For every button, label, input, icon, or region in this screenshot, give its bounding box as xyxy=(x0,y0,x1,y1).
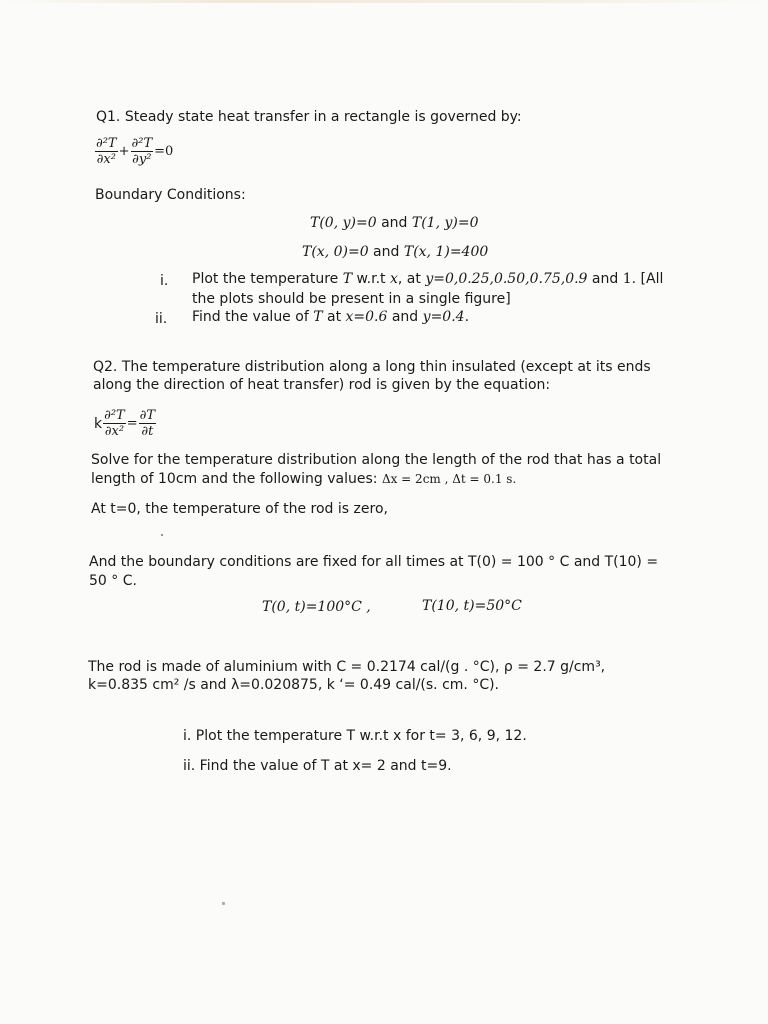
q1-i-text-b: w.r.t xyxy=(352,271,390,287)
q2-item-ii: ii. Find the value of T at x= 2 and t=9. xyxy=(183,758,452,774)
q1-bc1-and: and xyxy=(376,215,412,231)
q1-bc2-a: T(x, 0)=0 xyxy=(302,244,369,260)
q1-i-text-d: and xyxy=(587,271,623,287)
q1-fraction-x xyxy=(95,136,118,167)
q2-rhs-num: ∂T xyxy=(139,408,156,423)
q1-ii-text-b: at xyxy=(322,309,346,325)
q2-material-line2: k=0.835 cm² /s and λ=0.020875, k ‘= 0.49 cal/(s. cm. °C). xyxy=(88,677,500,693)
q1-frac1-den: ∂x² xyxy=(96,152,116,167)
q1-plus: + xyxy=(118,144,130,159)
q2-solve-values: Δx = 2cm , Δt = 0.1 s. xyxy=(381,472,517,486)
q1-bc-label: Boundary Conditions: xyxy=(95,187,246,203)
q1-ii-text-d: . xyxy=(464,309,470,325)
q2-bc-math-b: T(10, t)=50°C xyxy=(422,598,522,614)
q1-ii-text-a: Find the value of xyxy=(192,309,314,325)
q1-bc2-and: and xyxy=(368,244,404,260)
q1-i-y: y=0,0.25,0.50,0.75,0.9 xyxy=(425,271,588,287)
q1-fraction-y xyxy=(131,136,154,167)
q2-solve-line2 xyxy=(91,470,516,488)
q2-equals: = xyxy=(126,416,138,431)
q1-item-ii-marker: ii. xyxy=(155,311,168,327)
q1-bc-line2 xyxy=(302,243,488,261)
q2-heat-equation xyxy=(93,408,156,439)
q1-i-one: 1 xyxy=(622,271,632,287)
q2-rhs-fraction xyxy=(139,408,156,439)
q2-bc-math-a: T(0, t)=100°C , xyxy=(262,599,371,615)
q1-bc2-b: T(x, 1)=400 xyxy=(403,244,489,260)
q1-ii-T: T xyxy=(313,309,323,325)
q2-heading-line1: Q2. The temperature distribution along a long thin insulated (except at its ends xyxy=(93,359,651,375)
q2-lhs-num: ∂²T xyxy=(104,408,125,423)
q1-frac2-num: ∂²T xyxy=(131,136,153,151)
q1-item-i-line2: the plots should be present in a single figure] xyxy=(192,291,511,307)
q1-bc-line1 xyxy=(310,214,479,232)
q1-bc1-b: T(1, y)=0 xyxy=(411,215,479,231)
q2-item-i: i. Plot the temperature T w.r.t x for t= 3, 6, 9, 12. xyxy=(183,728,527,744)
q2-solve-line1: Solve for the temperature distribution along the length of the rod that has a total xyxy=(91,452,662,468)
q1-ii-text-c: and xyxy=(387,309,423,325)
q1-frac2-den: ∂y² xyxy=(132,152,152,167)
q1-item-i-marker: i. xyxy=(160,273,169,289)
paper-speck xyxy=(222,902,225,905)
q1-i-text-e: . [All xyxy=(631,271,664,287)
q1-i-text-a: Plot the temperature xyxy=(192,271,343,287)
q1-item-i-line1 xyxy=(192,270,663,288)
q1-i-text-c: , at xyxy=(397,271,426,287)
q2-bc-line1: And the boundary conditions are fixed for all times at T(0) = 100 ° C and T(10) = xyxy=(89,554,659,570)
q2-bc-line2: 50 ° C. xyxy=(89,573,137,589)
q1-bc1-a: T(0, y)=0 xyxy=(310,215,377,231)
q1-frac1-num: ∂²T xyxy=(96,136,117,151)
q2-lhs-den: ∂x² xyxy=(104,424,125,439)
q1-i-x: x xyxy=(390,271,398,287)
q2-heading-line2: along the direction of heat transfer) rod is given by the equation: xyxy=(93,377,551,393)
q1-i-T: T xyxy=(342,271,353,287)
q2-rhs-den: ∂t xyxy=(141,424,154,439)
q2-material-line1: The rod is made of aluminium with C = 0.2174 cal/(g . °C), ρ = 2.7 g/cm³, xyxy=(88,659,606,675)
q2-k: k xyxy=(94,415,103,432)
q2-solve-text: length of 10cm and the following values: xyxy=(91,471,382,487)
q1-ii-x: x=0.6 xyxy=(345,309,388,325)
q2-lhs-fraction xyxy=(103,408,126,439)
q1-item-ii-text xyxy=(192,308,469,326)
q2-initial-condition: At t=0, the temperature of the rod is zero, xyxy=(91,501,388,517)
paper-edge xyxy=(0,0,768,3)
q1-laplace-equation xyxy=(95,136,174,167)
paper-speck xyxy=(161,534,163,536)
q1-heading: Q1. Steady state heat transfer in a rectangle is governed by: xyxy=(96,109,522,125)
q1-rhs: =0 xyxy=(154,144,174,159)
q1-ii-y: y=0.4 xyxy=(422,309,465,325)
